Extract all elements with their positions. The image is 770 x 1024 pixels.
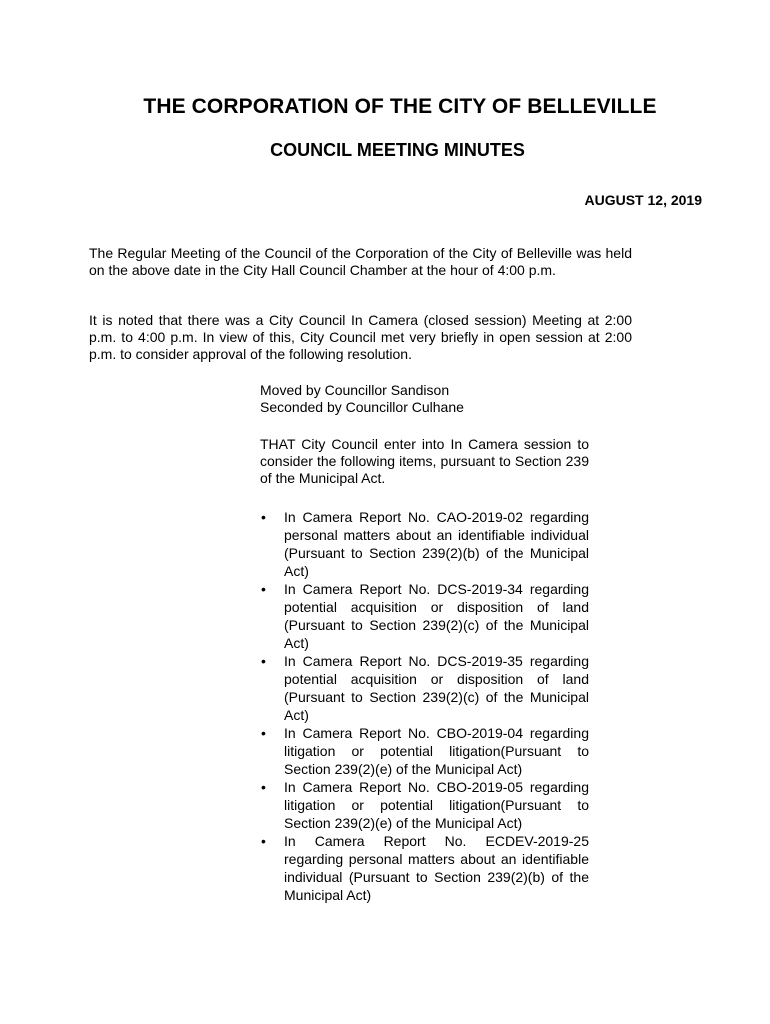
list-item-text: In Camera Report No. CAO-2019-02 regarding personal matters about an identifiable individual (Pursuant to Section 239(2)(b) of the Municipal Act): [284, 509, 589, 579]
moved-by: Moved by Councillor Sandison: [260, 382, 450, 398]
bullet-icon: •: [261, 833, 266, 849]
bullet-icon: •: [261, 581, 266, 597]
list-item: [260, 832, 589, 904]
bullet-icon: •: [261, 725, 266, 741]
bullet-icon: •: [261, 653, 266, 669]
list-item-text: In Camera Report No. CBO-2019-05 regarding litigation or potential litigation(Pursuant to Section 239(2)(e) of the Municipal Act): [284, 779, 589, 831]
list-item-text: In Camera Report No. CBO-2019-04 regarding litigation or potential litigation(Pursuant to Section 239(2)(e) of the Municipal Act): [284, 725, 589, 777]
list-item: [260, 508, 589, 580]
in-camera-note-paragraph: It is noted that there was a City Council In Camera (closed session) Meeting at 2:00 p.m. to 4:00 p.m. In view of this, City Council met very briefly in open session at 2:00 p.m. to consider approval of the following resolution.: [89, 312, 632, 362]
list-item: [260, 580, 589, 652]
seconded-by: Seconded by Councillor Culhane: [260, 399, 464, 415]
list-item-text: In Camera Report No. DCS-2019-34 regarding potential acquisition or disposition of land (Pursuant to Section 239(2)(c) of the Municipal Act): [284, 581, 589, 651]
opening-paragraph: The Regular Meeting of the Council of the Corporation of the City of Belleville was held on the above date in the City Hall Council Chamber at the hour of 4:00 p.m.: [89, 245, 632, 278]
in-camera-items-list: [260, 508, 589, 904]
list-item: [260, 778, 589, 832]
motion-movers: [260, 382, 589, 416]
list-item: [260, 724, 589, 778]
list-item-text: In Camera Report No. ECDEV-2019-25 regarding personal matters about an identifiable individual (Pursuant to Section 239(2)(b) of the Municipal Act): [284, 833, 589, 903]
document-subtitle: COUNCIL MEETING MINUTES: [270, 140, 525, 160]
list-item: [260, 652, 589, 724]
list-item-text: In Camera Report No. DCS-2019-35 regarding potential acquisition or disposition of land (Pursuant to Section 239(2)(c) of the Municipal Act): [284, 653, 589, 723]
bullet-icon: •: [261, 509, 266, 525]
document-title: THE CORPORATION OF THE CITY OF BELLEVILLE: [143, 95, 657, 118]
bullet-icon: •: [261, 779, 266, 795]
meeting-date: AUGUST 12, 2019: [584, 192, 702, 208]
resolution-text: THAT City Council enter into In Camera session to consider the following items, pursuant to Section 239 of the Municipal Act.: [260, 436, 589, 486]
